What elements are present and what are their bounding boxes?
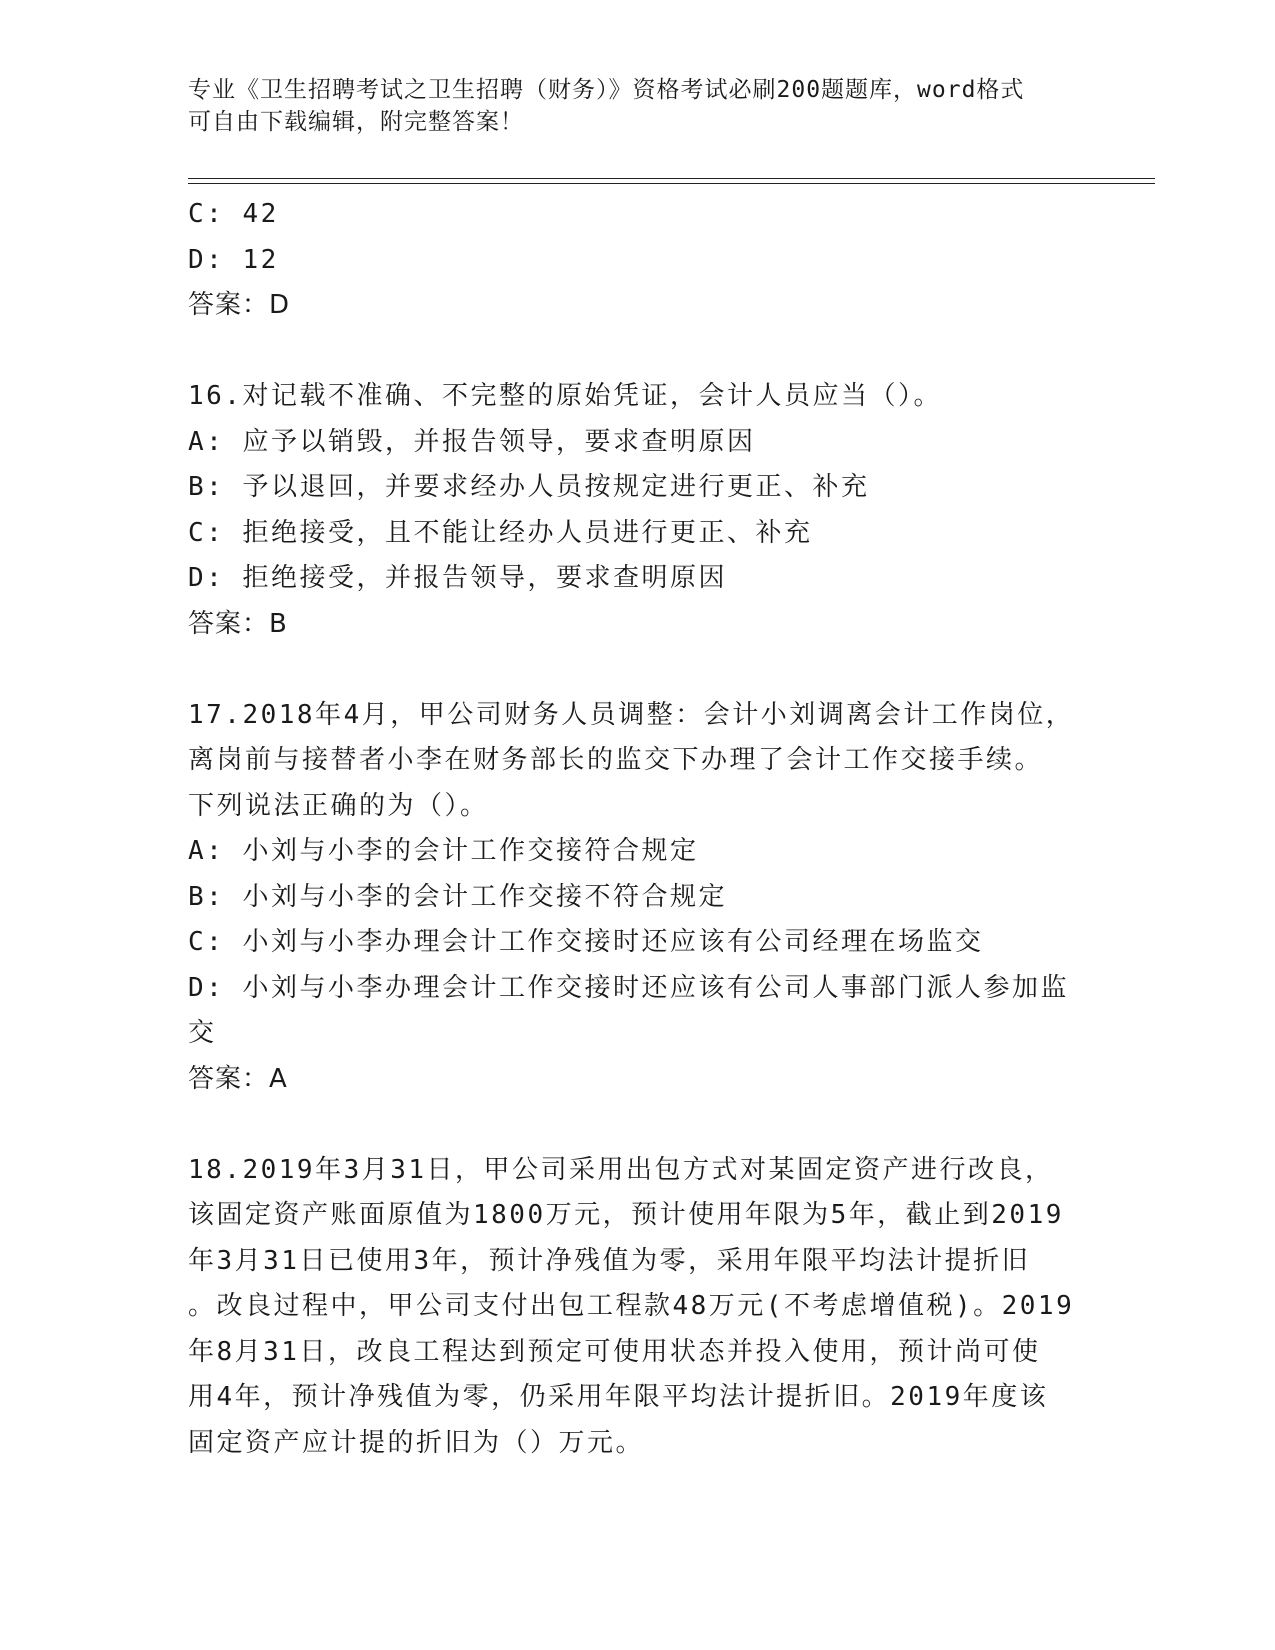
question-stem-line: 离岗前与接替者小李在财务部长的监交下办理了会计工作交接手续。	[188, 745, 1044, 775]
answer-line: 答案：B	[188, 608, 288, 639]
document-body	[188, 192, 1088, 1466]
question-stem-line: 下列说法正确的为（）。	[188, 790, 489, 821]
option-d-line: D: 小刘与小李办理会计工作交接时还应该有公司人事部门派人参加监	[188, 972, 1069, 1003]
question-stem-line: 年8月31日，改良工程达到预定可使用状态并投入使用，预计尚可使	[188, 1336, 1041, 1367]
option-a: A: 应予以销毁，并报告领导，要求查明原因	[188, 426, 756, 457]
question-18	[188, 1148, 1088, 1467]
header-divider-top	[188, 178, 1155, 179]
question-stem-line: 。改良过程中，甲公司支付出包工程款48万元(不考虑增值税)。2019	[188, 1291, 1075, 1321]
option-d: D: 12	[188, 244, 279, 275]
option-c: C: 小刘与小李办理会计工作交接时还应该有公司经理在场监交	[188, 927, 984, 957]
option-d: D: 拒绝接受，并报告领导，要求查明原因	[188, 563, 727, 593]
question-16	[188, 374, 1088, 647]
question-stem-line: 18.2019年3月31日，甲公司采用出包方式对某固定资产进行改良，	[188, 1154, 1054, 1185]
answer-line: 答案：A	[188, 1063, 288, 1094]
option-b: B: 予以退回，并要求经办人员按规定进行更正、补充	[188, 472, 870, 502]
question-stem-line: 固定资产应计提的折旧为（）万元。	[188, 1427, 645, 1458]
header-line-2: 可自由下载编辑，附完整答案！	[188, 109, 524, 135]
question-stem-line: 年3月31日已使用3年，预计净残值为零，采用年限平均法计提折旧	[188, 1245, 1031, 1276]
header-line-1: 专业《卫生招聘考试之卫生招聘（财务）》资格考试必刷200题题库，word格式	[188, 77, 1025, 103]
option-c: C: 拒绝接受，且不能让经办人员进行更正、补充	[188, 517, 813, 548]
document-header	[188, 74, 1068, 138]
question-15	[188, 192, 1088, 329]
option-b: B: 小刘与小李的会计工作交接不符合规定	[188, 881, 727, 912]
question-stem-line: 该固定资产账面原值为1800万元，预计使用年限为5年，截止到2019	[188, 1200, 1064, 1230]
answer-line: 答案：D	[188, 290, 291, 320]
option-a: A: 小刘与小李的会计工作交接符合规定	[188, 836, 699, 866]
question-stem: 16.对记载不准确、不完整的原始凭证，会计人员应当（）。	[188, 381, 942, 411]
option-c: C: 42	[188, 199, 279, 229]
question-stem-line: 用4年，预计净残值为零，仍采用年限平均法计提折旧。2019年度该	[188, 1382, 1049, 1412]
header-divider-bottom	[188, 183, 1155, 184]
option-d-line: 交	[188, 1018, 217, 1048]
question-stem-line: 17.2018年4月，甲公司财务人员调整：会计小刘调离会计工作岗位，	[188, 699, 1075, 730]
question-17	[188, 693, 1088, 1103]
